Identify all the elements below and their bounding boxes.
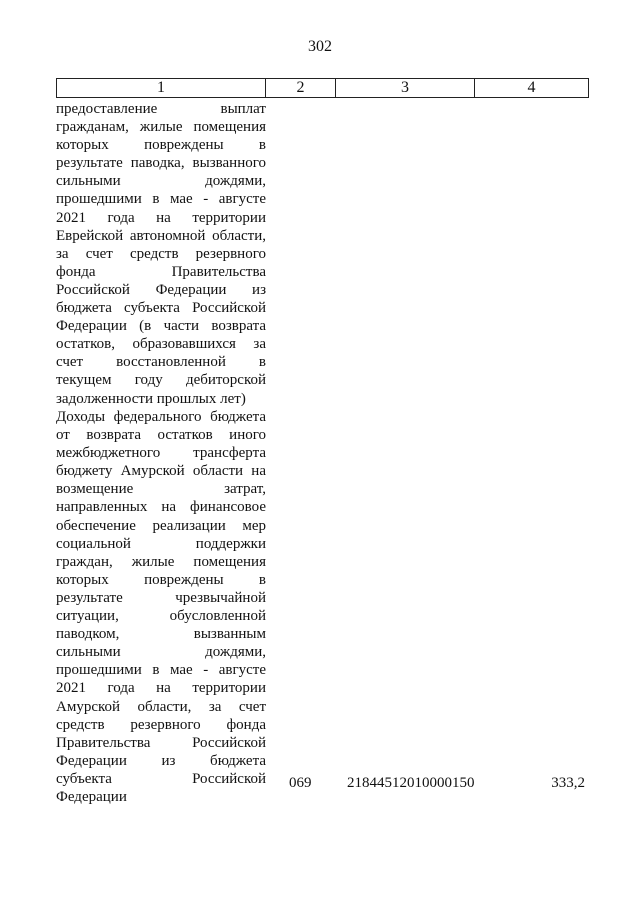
desc-line: которых повреждены в xyxy=(56,137,266,154)
desc-line: Федерации (в части возврата xyxy=(56,318,266,335)
desc-line: 2021 года на территории xyxy=(56,209,266,226)
desc-line: субъекта Российской xyxy=(56,770,266,787)
desc-line: возмещение затрат, xyxy=(56,481,266,498)
table-header xyxy=(56,78,589,98)
desc-line: Доходы федерального бюджета xyxy=(56,409,266,425)
desc-line: бюджета субъекта Российской xyxy=(56,300,266,317)
desc-line: обеспечение реализации мер xyxy=(56,517,266,534)
desc-line: текущем году дебиторской xyxy=(56,372,266,389)
desc-line: Правительства Российской xyxy=(56,734,266,751)
desc-line: Амурской области, за счет xyxy=(56,698,266,715)
budget-classification-code: 21844512010000150 xyxy=(347,775,475,791)
header-col-2: 2 xyxy=(266,79,336,97)
header-col-3: 3 xyxy=(336,79,475,97)
desc-line: которых повреждены в xyxy=(56,571,266,588)
amount: 333,2 xyxy=(551,775,585,791)
admin-code: 069 xyxy=(289,775,312,791)
desc-line: предоставление выплат xyxy=(56,101,266,117)
desc-line: Федерации из бюджета xyxy=(56,752,266,769)
desc-line: сильными дождями, xyxy=(56,644,266,661)
header-col-4: 4 xyxy=(527,79,536,96)
desc-line: сильными дождями, xyxy=(56,173,266,190)
row-2-description xyxy=(56,408,266,806)
desc-line: результате чрезвычайной xyxy=(56,589,266,606)
desc-line: результате паводка, вызванного xyxy=(56,155,266,172)
desc-line: направленных на финансовое xyxy=(56,499,266,516)
desc-line: счет восстановленной в xyxy=(56,354,266,371)
page-number: 302 xyxy=(308,38,332,55)
desc-line: остатков, образовавшихся за xyxy=(56,336,266,353)
row-1-description xyxy=(56,100,266,408)
desc-line: паводком, вызванным xyxy=(56,626,266,643)
desc-line: Еврейской автономной области, xyxy=(56,227,266,244)
desc-line: 2021 года на территории xyxy=(56,680,266,697)
desc-line: бюджету Амурской области на xyxy=(56,463,266,480)
desc-line: межбюджетного трансферта xyxy=(56,445,266,462)
desc-line: задолженности прошлых лет) xyxy=(56,390,246,407)
desc-line: Федерации xyxy=(56,788,127,805)
desc-line: социальной поддержки xyxy=(56,535,266,552)
header-col-1: 1 xyxy=(57,79,266,97)
desc-line: Российской Федерации из xyxy=(56,281,266,298)
desc-line: средств резервного фонда xyxy=(56,716,266,733)
desc-line: от возврата остатков иного xyxy=(56,427,266,444)
desc-line: гражданам, жилые помещения xyxy=(56,119,266,136)
desc-line: прошедшими в мае - августе xyxy=(56,662,266,679)
desc-line: за счет средств резервного xyxy=(56,245,266,262)
desc-line: прошедшими в мае - августе xyxy=(56,191,266,208)
desc-line: граждан, жилые помещения xyxy=(56,553,266,570)
desc-line: фонда Правительства xyxy=(56,263,266,280)
desc-line: ситуации, обусловленной xyxy=(56,608,266,625)
